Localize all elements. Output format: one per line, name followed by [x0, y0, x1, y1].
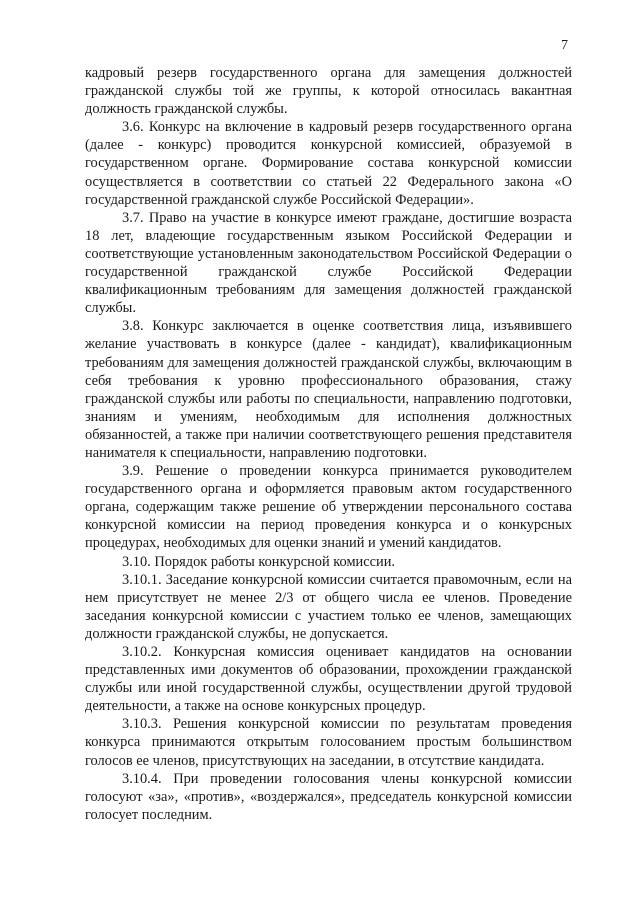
paragraph-3-9: 3.9. Решение о проведении конкурса принимается руководителем государственного органа и оформляется правовым актом государственного органа, содержащим также решение об утверждении персонального состава конкурсной комиссии на период проведения конкурса и о конкурсных процедурах, необходимых для оценки знаний и умений кандидатов.: [85, 463, 572, 552]
paragraph-3-10-1: 3.10.1. Заседание конкурсной комиссии считается правомочным, если на нем присутствует не менее 2/3 от общего числа ее членов. Проведение заседания конкурсной комиссии с участием только ее членов, замещающих должности гражданской службы, не допускается.: [85, 571, 572, 642]
paragraph-3-7: 3.7. Право на участие в конкурсе имеют граждане, достигшие возраста 18 лет, владеющие государственным языком Российской Федерации и соответствующие установленным законодательством Российской Федерации о государственной гражданской службе Российской Федерации квалификационным требованиям для замещения должностей гражданской службы.: [85, 209, 572, 317]
page-number: 7: [561, 38, 568, 53]
paragraph-3-8: 3.8. Конкурс заключается в оценке соответствия лица, изъявившего желание участвовать в конкурсе (далее - кандидат), квалификационным требованиям для замещения должностей гражданской службы, включающим в себя требования к уровню профессионального образования, стажу гражданской службы или работы по специальности, направлению подготовки, знаниям и умениям, необходимым для исполнения должностных обязанностей, а также при наличии соответствующего решения представителя нанимателя к специальности, направлению подготовки.: [85, 318, 572, 461]
document-body: [85, 64, 572, 824]
paragraph-3-10-4: 3.10.4. При проведении голосования члены конкурсной комиссии голосуют «за», «против», «воздержался», председатель конкурсной комиссии голосует последним.: [85, 770, 572, 823]
paragraph-3-6: 3.6. Конкурс на включение в кадровый резерв государственного органа (далее - конкурс) проводится конкурсной комиссией, образуемой в государственном органе. Формирование состава конкурсной комиссии осуществляется в соответствии со статьей 22 Федерального закона «О государственной гражданской службе Российской Федерации».: [85, 119, 572, 208]
paragraph-3-10: 3.10. Порядок работы конкурсной комиссии.: [122, 553, 396, 570]
paragraph-3-10-2: 3.10.2. Конкурсная комиссия оценивает кандидатов на основании представленных ими документов об образовании, прохождении гражданской службы или иной государственной службы, осуществлении другой трудовой деятельности, а также на основе конкурсных процедур.: [85, 644, 572, 715]
paragraph-continuation: кадровый резерв государственного органа для замещения должностей гражданской службы той же группы, к которой относилась вакантная должность гражданской службы.: [85, 65, 572, 118]
paragraph-3-10-3: 3.10.3. Решения конкурсной комиссии по результатам проведения конкурса принимаются открытым голосованием простым большинством голосов ее членов, присутствующих на заседании, в отсутствие кандидата.: [85, 716, 572, 769]
